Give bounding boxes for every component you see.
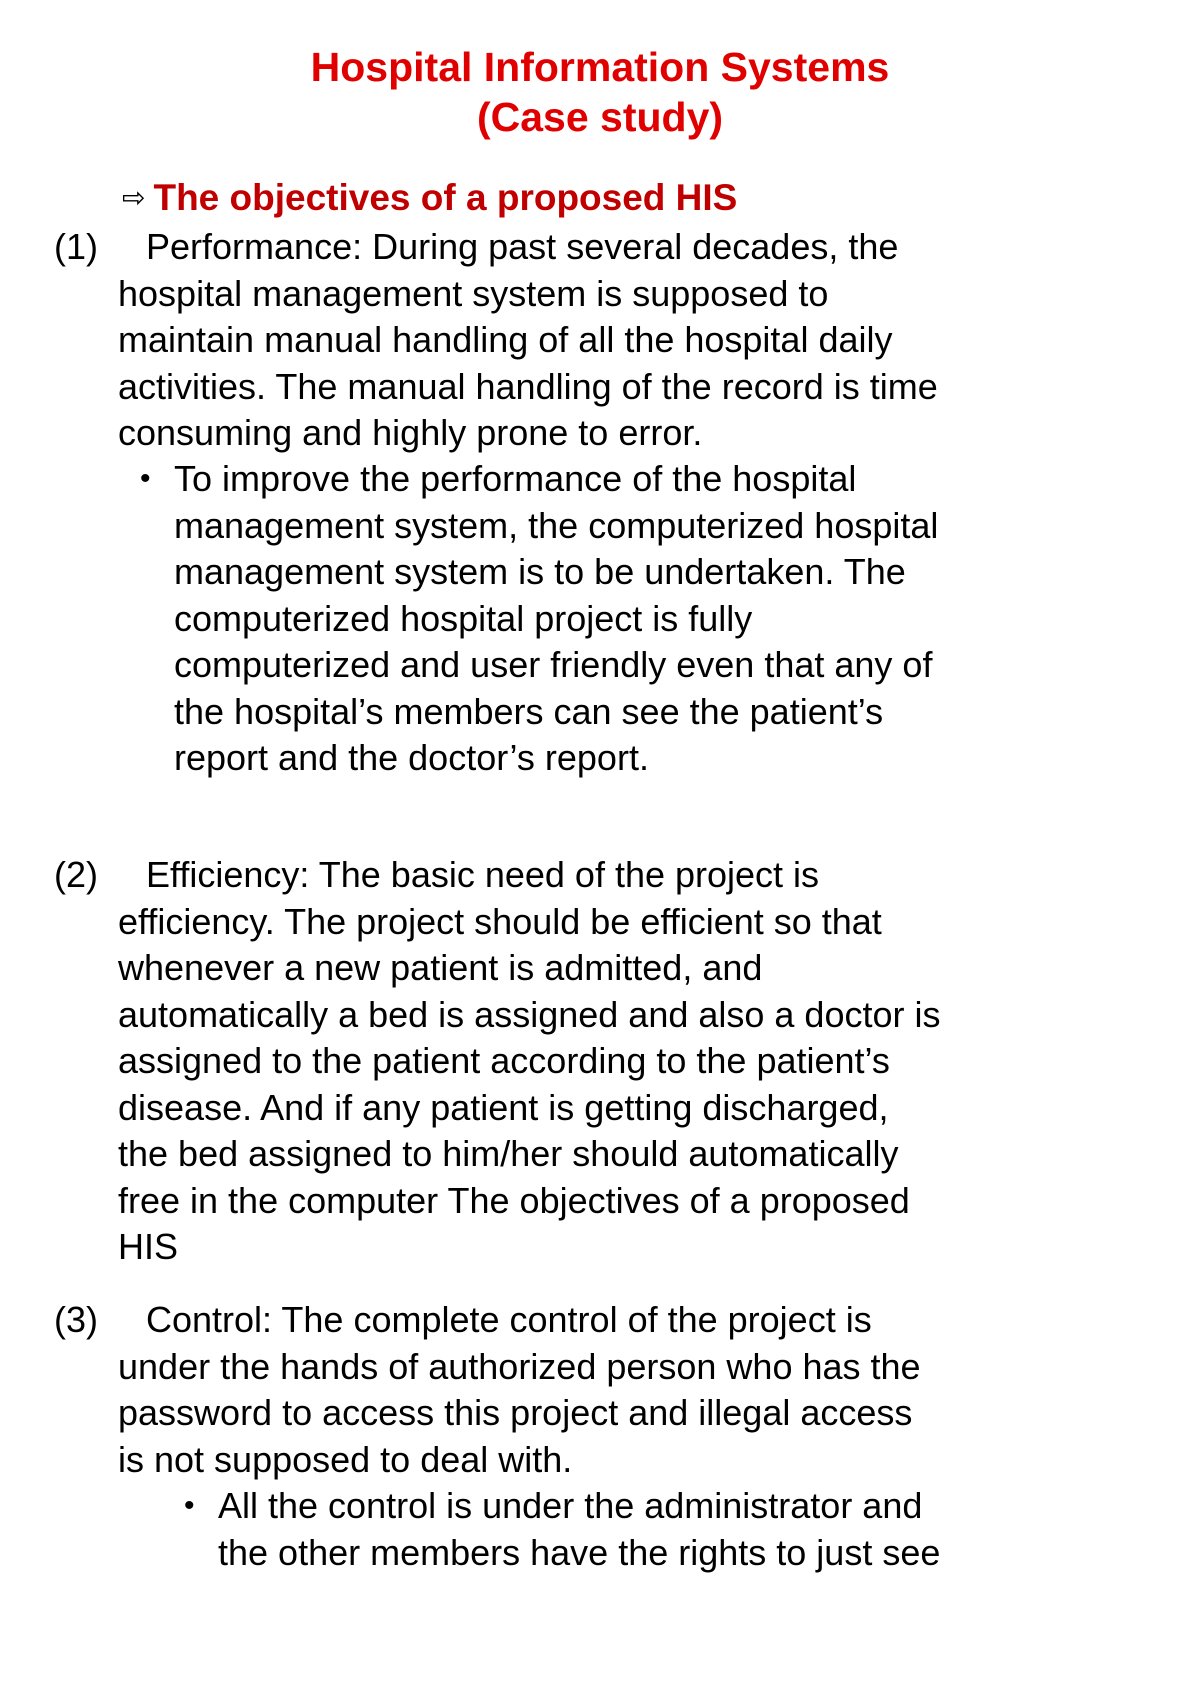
document-title	[0, 42, 1200, 142]
item-line: maintain manual handling of all the hospital daily	[118, 319, 893, 360]
item-line: consuming and highly prone to error.	[118, 412, 703, 453]
item-line: automatically a bed is assigned and also a doctor is	[118, 993, 941, 1035]
bullet-dot-icon: •	[184, 1489, 195, 1522]
bullet-text	[174, 456, 938, 782]
item-line: free in the computer The objectives of a proposed	[118, 1179, 910, 1221]
title-line-2: (Case study)	[476, 94, 724, 140]
item-line: disease. And if any patient is getting discharged,	[118, 1086, 889, 1128]
item-line: Performance: During past several decades, the	[146, 226, 899, 267]
item-line: Efficiency: The basic need of the project is	[146, 854, 820, 895]
item-text	[118, 852, 1078, 1271]
bullet-line: computerized and user friendly even that any of	[174, 644, 933, 685]
bullet-line: All the control is under the administrator and	[218, 1485, 923, 1526]
bullet-line: To improve the performance of the hospital	[174, 458, 857, 499]
objectives-heading	[122, 174, 737, 222]
bullet-item-1	[140, 456, 938, 782]
title-line-1: Hospital Information Systems	[310, 44, 890, 90]
item-line: under the hands of authorized person who has the	[118, 1345, 921, 1387]
bullet-line: the other members have the rights to just see	[218, 1531, 941, 1573]
bullet-line: report and the doctor’s report.	[174, 737, 649, 778]
objectives-heading-text: The objectives of a proposed HIS	[153, 177, 738, 218]
bullet-line: management system, the computerized hospital	[174, 504, 939, 546]
item-text	[118, 1297, 1078, 1483]
item-line: Control: The complete control of the project is	[146, 1299, 872, 1340]
bullet-item-2	[184, 1483, 940, 1576]
item-line: password to access this project and illegal access	[118, 1392, 913, 1433]
item-number: (1)	[54, 226, 98, 267]
item-line: whenever a new patient is admitted, and	[118, 947, 763, 988]
bullet-text	[218, 1483, 940, 1576]
item-line: HIS	[118, 1226, 179, 1267]
bullet-line: computerized hospital project is fully	[174, 597, 753, 639]
bullet-line: the hospital’s members can see the patient’s	[174, 690, 884, 732]
item-text	[118, 224, 1078, 457]
item-line: activities. The manual handling of the record is time	[118, 365, 938, 407]
bullet-line: management system is to be undertaken. The	[174, 551, 906, 592]
item-line: hospital management system is supposed to	[118, 272, 829, 314]
right-arrow-icon: ⇨	[122, 182, 146, 213]
item-line: assigned to the patient according to the patient’s	[118, 1040, 890, 1081]
item-number: (3)	[54, 1299, 98, 1340]
item-number: (2)	[54, 854, 98, 895]
item-line: is not supposed to deal with.	[118, 1438, 573, 1480]
bullet-dot-icon: •	[140, 462, 151, 495]
item-line: efficiency. The project should be efficient so that	[118, 900, 882, 942]
item-line: the bed assigned to him/her should automatically	[118, 1133, 899, 1174]
